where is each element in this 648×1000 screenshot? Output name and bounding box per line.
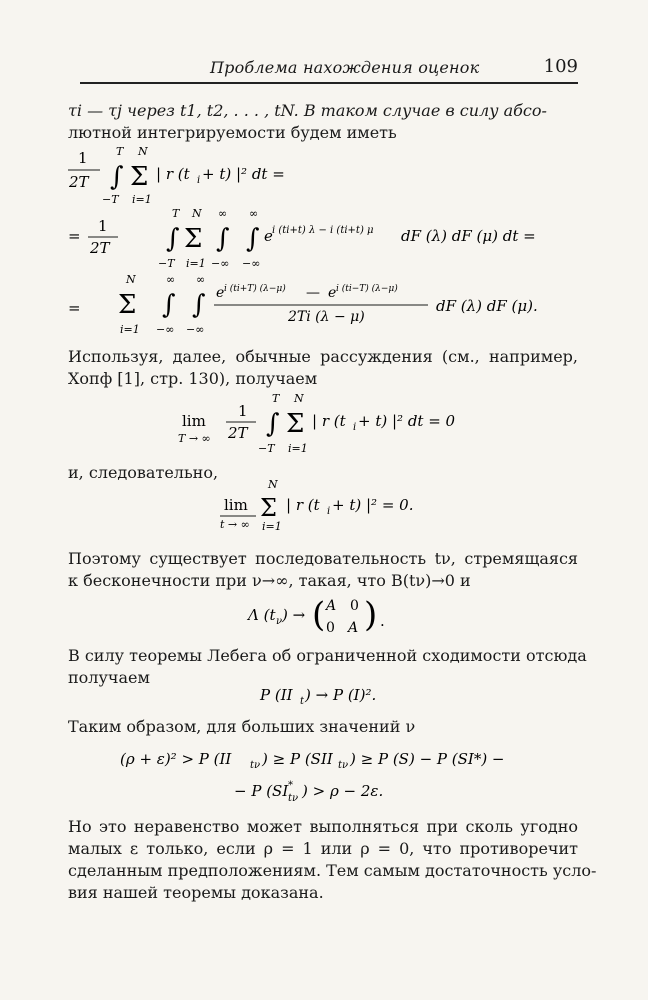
paragraph-line: получаем	[68, 668, 150, 687]
svg-text:i=1: i=1	[120, 323, 140, 336]
equation-matrix	[246, 592, 396, 640]
svg-text:i (ti+t) λ − i (ti+t) μ: i (ti+t) λ − i (ti+t) μ	[272, 225, 374, 236]
equation-line-b	[68, 207, 536, 270]
svg-text:0: 0	[350, 598, 359, 614]
svg-text:2Ti (λ − μ): 2Ti (λ − μ)	[288, 309, 365, 325]
svg-text:) ≥ P (SII: ) ≥ P (SII	[262, 750, 333, 768]
svg-text:) > ρ − 2ε.: ) > ρ − 2ε.	[302, 782, 384, 800]
svg-text:+ t) |² = 0.: + t) |² = 0.	[332, 496, 414, 514]
svg-text:ν: ν	[276, 616, 283, 627]
svg-text:1: 1	[78, 149, 88, 167]
svg-text:tν: tν	[250, 760, 261, 771]
svg-text:) ≥ P (S) − P (SI*) −: ) ≥ P (S) − P (SI*) −	[350, 750, 505, 768]
svg-text:∫: ∫	[162, 290, 176, 320]
paragraph-line: к бесконечности при ν→∞, такая, что B(tν)→0 и	[68, 571, 471, 590]
paragraph-line: Таким образом, для больших значений ν	[68, 717, 416, 736]
paragraph-line: Но это неравенство может выполняться при сколь угодно	[68, 817, 578, 836]
svg-text:tν: tν	[288, 793, 299, 804]
svg-text:2T: 2T	[69, 173, 89, 191]
svg-text:| r (t: | r (t	[286, 496, 320, 514]
svg-text:lim: lim	[182, 412, 206, 430]
svg-text:T: T	[172, 207, 180, 220]
svg-text:+ t) |² dt =: + t) |² dt =	[202, 165, 285, 183]
svg-text:dF (λ) dF (μ) dt =: dF (λ) dF (μ) dt =	[401, 227, 536, 245]
svg-text:N: N	[138, 145, 148, 158]
svg-text:∞: ∞	[218, 207, 228, 220]
equation-probability-limit	[258, 680, 398, 710]
svg-text:T: T	[116, 145, 124, 158]
svg-text:i (ti−T) (λ−μ): i (ti−T) (λ−μ)	[336, 284, 398, 294]
svg-text:i=1: i=1	[288, 442, 308, 455]
svg-text:A: A	[348, 620, 359, 636]
svg-text:Σ: Σ	[184, 224, 203, 254]
equation-limit-sum	[218, 478, 438, 534]
svg-text:dF (λ) dF (μ).: dF (λ) dF (μ).	[436, 297, 538, 315]
svg-text:T: T	[272, 392, 280, 405]
svg-text:i: i	[197, 175, 201, 186]
svg-text:i=1: i=1	[186, 257, 206, 270]
svg-text:i: i	[353, 422, 357, 433]
page-number: 109	[543, 56, 578, 77]
svg-text:i=1: i=1	[132, 193, 152, 206]
svg-text:| r (t: | r (t	[156, 165, 190, 183]
equation-line-c	[68, 273, 538, 336]
svg-text:Σ: Σ	[286, 409, 305, 439]
equation-line-a	[68, 145, 285, 206]
svg-text:e: e	[264, 227, 273, 245]
svg-text:∞: ∞	[166, 273, 176, 286]
svg-text:e: e	[328, 285, 337, 301]
svg-text:∫: ∫	[266, 409, 280, 439]
svg-text:N: N	[268, 478, 278, 491]
svg-text:): )	[364, 595, 378, 635]
paragraph-line: и, следовательно,	[68, 463, 219, 482]
svg-text:Λ (t: Λ (t	[248, 606, 276, 624]
svg-text:−∞: −∞	[156, 323, 175, 336]
paragraph-line: Хопф [1], стр. 130), получаем	[68, 369, 318, 388]
paragraph-line: В силу теоремы Лебега об ограниченной сходимости отсюда	[68, 646, 587, 665]
svg-text:*: *	[288, 780, 293, 791]
running-title: Проблема нахождения оценок	[210, 58, 480, 77]
svg-text:2T: 2T	[90, 239, 110, 257]
svg-text:tν: tν	[338, 760, 349, 771]
svg-text:−∞: −∞	[211, 257, 230, 270]
header-rule	[80, 82, 578, 84]
svg-text:−∞: −∞	[242, 257, 261, 270]
svg-text:—: —	[306, 285, 320, 301]
svg-text:t → ∞: t → ∞	[220, 518, 250, 531]
page-header	[70, 56, 578, 86]
equation-integral-sum	[66, 145, 586, 345]
paragraph-line: сделанным предположениям. Тем самым достаточность усло-	[68, 861, 597, 880]
paragraph-line: Используя, далее, обычные рассуждения (см., например,	[68, 347, 578, 366]
svg-text:+ t) |² dt = 0: + t) |² dt = 0	[358, 412, 456, 430]
svg-text:∫: ∫	[110, 162, 124, 192]
svg-text:=: =	[68, 299, 81, 317]
paragraph-line: вия нашей теоремы доказана.	[68, 883, 324, 902]
paragraph-line: τi — τj через t1, t2, . . . , tN. В таком случае в силу абсо-	[68, 101, 547, 120]
svg-text:Σ: Σ	[130, 162, 149, 192]
svg-text:(ρ + ε)² > P (II: (ρ + ε)² > P (II	[120, 750, 232, 768]
svg-text:N: N	[294, 392, 304, 405]
svg-text:t: t	[300, 696, 305, 707]
svg-text:lim: lim	[224, 496, 248, 514]
paragraph-line: малых ε только, если ρ = 1 или ρ = 0, что противоречит	[68, 839, 578, 858]
svg-text:| r (t: | r (t	[312, 412, 346, 430]
svg-text:i=1: i=1	[262, 520, 282, 533]
svg-text:N: N	[126, 273, 136, 286]
svg-text:i (ti+T) (λ−μ): i (ti+T) (λ−μ)	[224, 284, 286, 294]
svg-text:1: 1	[238, 402, 248, 420]
svg-text:∫: ∫	[166, 224, 180, 254]
svg-text:−∞: −∞	[186, 323, 205, 336]
equation-limit-integral	[176, 392, 476, 462]
svg-text:Σ: Σ	[118, 290, 137, 320]
svg-text:−T: −T	[158, 257, 175, 270]
svg-text:∫: ∫	[192, 290, 206, 320]
paragraph-line: лютной интегрируемости будем иметь	[68, 123, 397, 142]
svg-text:∫: ∫	[246, 224, 260, 254]
svg-text:0: 0	[326, 620, 335, 636]
svg-text:−T: −T	[258, 442, 275, 455]
svg-text:P (II: P (II	[260, 686, 293, 704]
equation-inequality-chain	[118, 740, 538, 810]
svg-text:.: .	[380, 612, 385, 630]
svg-text:∫: ∫	[216, 224, 230, 254]
svg-text:A: A	[326, 598, 337, 614]
svg-text:2T: 2T	[228, 424, 248, 442]
svg-text:− P (SI: − P (SI	[234, 782, 289, 800]
svg-text:(: (	[312, 595, 326, 635]
svg-text:T → ∞: T → ∞	[178, 432, 211, 445]
svg-text:1: 1	[98, 217, 108, 235]
svg-text:Σ: Σ	[260, 494, 277, 522]
svg-text:∞: ∞	[249, 207, 259, 220]
svg-text:∞: ∞	[196, 273, 206, 286]
svg-text:) →: ) →	[282, 606, 306, 624]
svg-text:e: e	[216, 285, 225, 301]
svg-text:=: =	[68, 227, 81, 245]
svg-text:i: i	[327, 506, 331, 517]
svg-text:−T: −T	[102, 193, 119, 206]
svg-text:N: N	[192, 207, 202, 220]
svg-text:) → P (I)².: ) → P (I)².	[305, 686, 377, 704]
paragraph-line: Поэтому существует последовательность tν, стремящаяся	[68, 549, 578, 568]
